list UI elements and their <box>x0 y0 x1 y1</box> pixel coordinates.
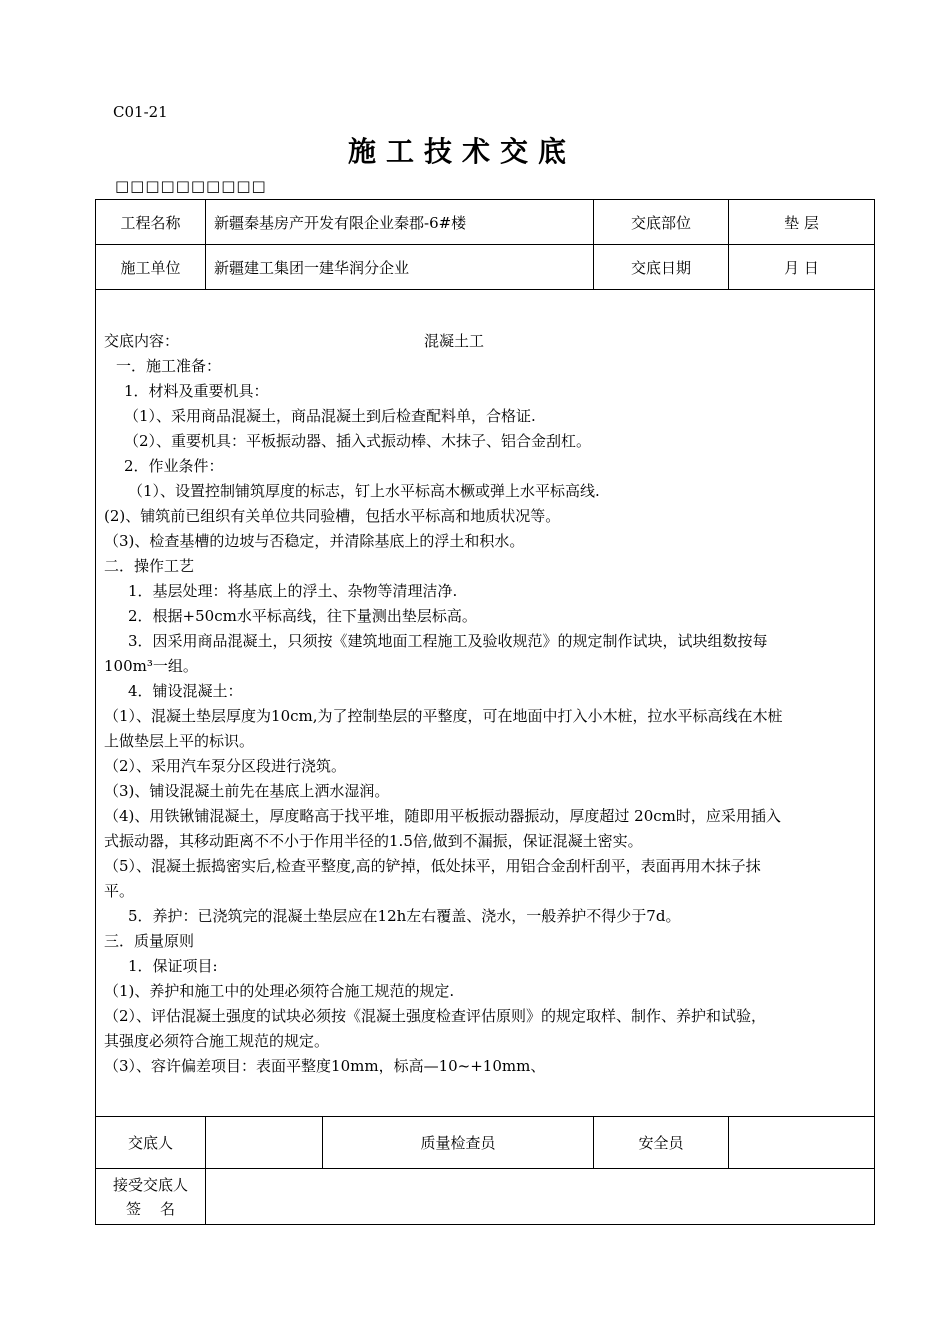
subtitle-placeholder: □□□□□□□□□□ <box>115 177 267 195</box>
content-line: （1）、设置控制铺筑厚度的标志，钉上水平标高木橛或弹上水平标高线. <box>128 481 600 500</box>
content-line: （4)、用铁锹铺混凝土，厚度略高于找平堆，随即用平板振动器振动，厚度超过 20cm时，应采用插入 <box>104 806 781 825</box>
content-body <box>104 354 866 1079</box>
content-line: 上做垫层上平的标识。 <box>104 731 255 750</box>
disclosure-table <box>95 199 875 1225</box>
project-name-value: 新疆秦基房产开发有限企业秦郡-6#楼 <box>206 200 594 245</box>
content-line: 三．质量原则 <box>104 931 195 950</box>
disclosure-content <box>96 290 875 1117</box>
document-code: C01-21 <box>113 103 168 121</box>
content-line: （2）、评估混凝土强度的试块必须按《混凝土强度检查评估原则》的规定取样、制作、养护和试验， <box>104 1006 767 1025</box>
disclosure-date-label: 交底日期 <box>594 245 729 290</box>
safety-officer-label: 安全员 <box>594 1117 729 1169</box>
content-line: （1)、养护和施工中的处理必须符合施工规范的规定. <box>104 981 455 1000</box>
presenter-signature-cell[interactable] <box>206 1117 323 1169</box>
content-line: 4．铺设混凝土： <box>128 681 243 700</box>
quality-inspector-label: 质量检查员 <box>323 1117 594 1169</box>
content-line: （2）、采用汽车泵分区段进行浇筑。 <box>104 756 347 775</box>
content-subject: 混凝土工 <box>424 331 485 350</box>
content-line: 一．施工准备： <box>116 356 222 375</box>
content-line: 其强度必须符合施工规范的规定。 <box>104 1031 330 1050</box>
content-line: （1）、混凝土垫层厚度为10cm,为了控制垫层的平整度，可在地面中打入小木桩，拉水平标高线在木桩 <box>104 706 783 725</box>
safety-officer-signature-cell[interactable] <box>729 1117 875 1169</box>
content-label: 交底内容： <box>104 331 180 350</box>
content-line: 2．根据+50cm水平标高线，往下量测出垫层标高。 <box>128 606 477 625</box>
content-line: (2)、铺筑前已组织有关单位共同验槽，包括水平标高和地质状况等。 <box>104 506 561 525</box>
content-line: 平。 <box>104 881 135 900</box>
content-line: 2．作业条件： <box>124 456 224 475</box>
content-line: 5．养护：已浇筑完的混凝土垫层应在12h左右覆盖、浇水，一般养护不得少于7d。 <box>128 906 681 925</box>
content-line: 式振动器，其移动距离不不小于作用半径的1.5倍,做到不漏振，保证混凝土密实。 <box>104 831 643 850</box>
content-line: （3)、检查基槽的边坡与否稳定，并清除基底上的浮土和积水。 <box>104 531 525 550</box>
content-line: 1．基层处理：将基底上的浮土、杂物等清理洁净. <box>128 581 458 600</box>
construction-unit-value: 新疆建工集团一建华润分企业 <box>206 245 594 290</box>
content-line: （5）、混凝土振捣密实后,检查平整度,高的铲掉，低处抹平，用铝合金刮杆刮平，表面再用木抹子抹 <box>104 856 761 875</box>
receiver-label-line1: 接受交底人 <box>112 1175 188 1194</box>
disclosure-part-value: 垫 层 <box>729 200 875 245</box>
disclosure-date-value: 月 日 <box>729 245 875 290</box>
receiver-signature-cell[interactable] <box>206 1169 875 1225</box>
content-line: 1．保证项目: <box>128 956 218 975</box>
content-line: （3)、铺设混凝土前先在基底上洒水湿润。 <box>104 781 390 800</box>
content-line: 100m³一组。 <box>104 656 198 675</box>
construction-unit-label: 施工单位 <box>96 245 206 290</box>
content-line: 二．操作工艺 <box>104 556 195 575</box>
content-line: （1）、采用商品混凝土，商品混凝土到后检查配料单，合格证. <box>124 406 536 425</box>
page-title: 施工技术交底 <box>347 135 576 168</box>
content-line: （3）、容许偏差项目：表面平整度10mm，标高—10~+10mm、 <box>104 1056 546 1075</box>
content-line: （2）、重要机具：平板振动器、插入式振动棒、木抹子、铝合金刮杠。 <box>124 431 592 450</box>
content-line: 3．因采用商品混凝土，只须按《建筑地面工程施工及验收规范》的规定制作试块，试块组数按每 <box>128 631 768 650</box>
presenter-label: 交底人 <box>96 1117 206 1169</box>
content-line: 1．材料及重要机具： <box>124 381 269 400</box>
project-name-label: 工程名称 <box>96 200 206 245</box>
disclosure-part-label: 交底部位 <box>594 200 729 245</box>
receiver-label-line2: 签 名 <box>125 1199 176 1218</box>
receiver-label <box>96 1169 206 1225</box>
